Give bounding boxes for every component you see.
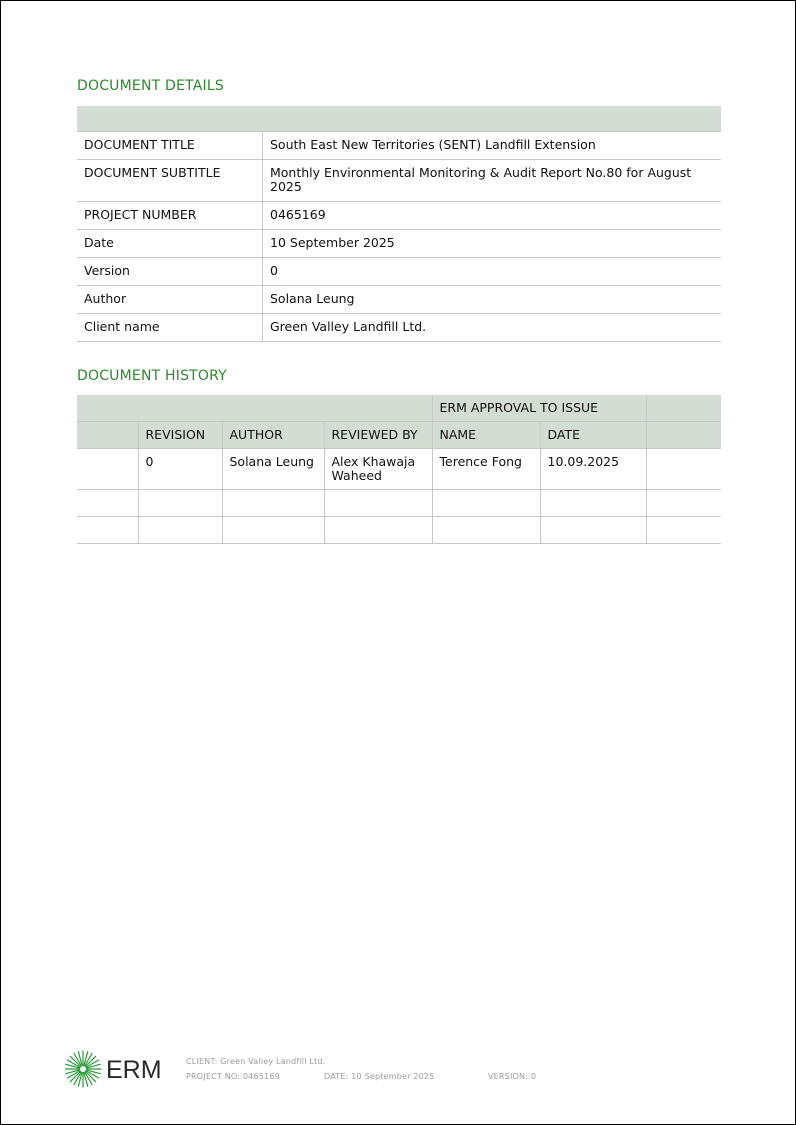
erm-logo-text: ERM <box>106 1056 162 1084</box>
column-header-revision: REVISION <box>138 422 222 449</box>
details-row <box>77 286 721 314</box>
footer-project-number: PROJECT NO: 0465169 <box>186 1072 280 1081</box>
history-cell-blank <box>222 517 324 544</box>
details-value: 0465169 <box>263 202 722 230</box>
history-author: Solana Leung <box>222 449 324 490</box>
details-label: Client name <box>77 314 263 342</box>
erm-logo <box>65 1049 165 1089</box>
column-header-reviewed-by: REVIEWED BY <box>324 422 432 449</box>
history-empty-row <box>77 490 721 517</box>
footer-client: CLIENT: Green Valley Landfill Ltd. <box>186 1057 326 1066</box>
details-row <box>77 230 721 258</box>
document-details-heading: DOCUMENT DETAILS <box>77 78 224 94</box>
details-row <box>77 160 721 202</box>
erm-burst-icon <box>65 1051 101 1087</box>
history-empty-row <box>77 517 721 544</box>
history-column-header-row <box>77 422 721 449</box>
history-approver-name: Terence Fong <box>432 449 540 490</box>
column-header-date: DATE <box>540 422 646 449</box>
history-cell-blank <box>222 490 324 517</box>
details-row <box>77 258 721 286</box>
column-header-author: AUTHOR <box>222 422 324 449</box>
document-history-heading: DOCUMENT HISTORY <box>77 368 227 384</box>
history-header-blank <box>646 395 721 422</box>
history-row <box>77 449 721 490</box>
details-label: DOCUMENT TITLE <box>77 132 263 160</box>
details-value: South East New Territories (SENT) Landfill Extension <box>263 132 722 160</box>
history-header-blank <box>77 395 432 422</box>
history-cell-blank <box>77 449 138 490</box>
details-header-row <box>77 106 721 132</box>
details-label: Version <box>77 258 263 286</box>
history-cell-blank <box>432 490 540 517</box>
history-header-blank <box>646 422 721 449</box>
details-label: Date <box>77 230 263 258</box>
details-label: DOCUMENT SUBTITLE <box>77 160 263 202</box>
details-value: 0 <box>263 258 722 286</box>
history-cell-blank <box>77 490 138 517</box>
column-header-name: NAME <box>432 422 540 449</box>
history-revision: 0 <box>138 449 222 490</box>
document-details-table <box>77 106 721 342</box>
approval-header: ERM APPROVAL TO ISSUE <box>432 395 646 422</box>
footer-date: DATE: 10 September 2025 <box>324 1072 435 1081</box>
history-reviewed-by: Alex Khawaja Waheed <box>324 449 432 490</box>
details-value: Green Valley Landfill Ltd. <box>263 314 722 342</box>
details-label: PROJECT NUMBER <box>77 202 263 230</box>
history-cell-blank <box>646 517 721 544</box>
history-header-blank <box>77 422 138 449</box>
history-approval-row <box>77 395 721 422</box>
history-cell-blank <box>324 490 432 517</box>
details-value: 10 September 2025 <box>263 230 722 258</box>
history-cell-blank <box>432 517 540 544</box>
history-cell-blank <box>540 490 646 517</box>
details-value: Monthly Environmental Monitoring & Audit Report No.80 for August 2025 <box>263 160 722 202</box>
history-cell-blank <box>646 490 721 517</box>
history-cell-blank <box>540 517 646 544</box>
history-cell-blank <box>324 517 432 544</box>
details-row <box>77 314 721 342</box>
details-row <box>77 202 721 230</box>
history-cell-blank <box>138 517 222 544</box>
footer-version: VERSION: 0 <box>488 1072 537 1081</box>
history-date: 10.09.2025 <box>540 449 646 490</box>
history-cell-blank <box>646 449 721 490</box>
details-value: Solana Leung <box>263 286 722 314</box>
document-history-table <box>77 395 721 544</box>
history-cell-blank <box>138 490 222 517</box>
details-label: Author <box>77 286 263 314</box>
history-cell-blank <box>77 517 138 544</box>
details-row <box>77 132 721 160</box>
